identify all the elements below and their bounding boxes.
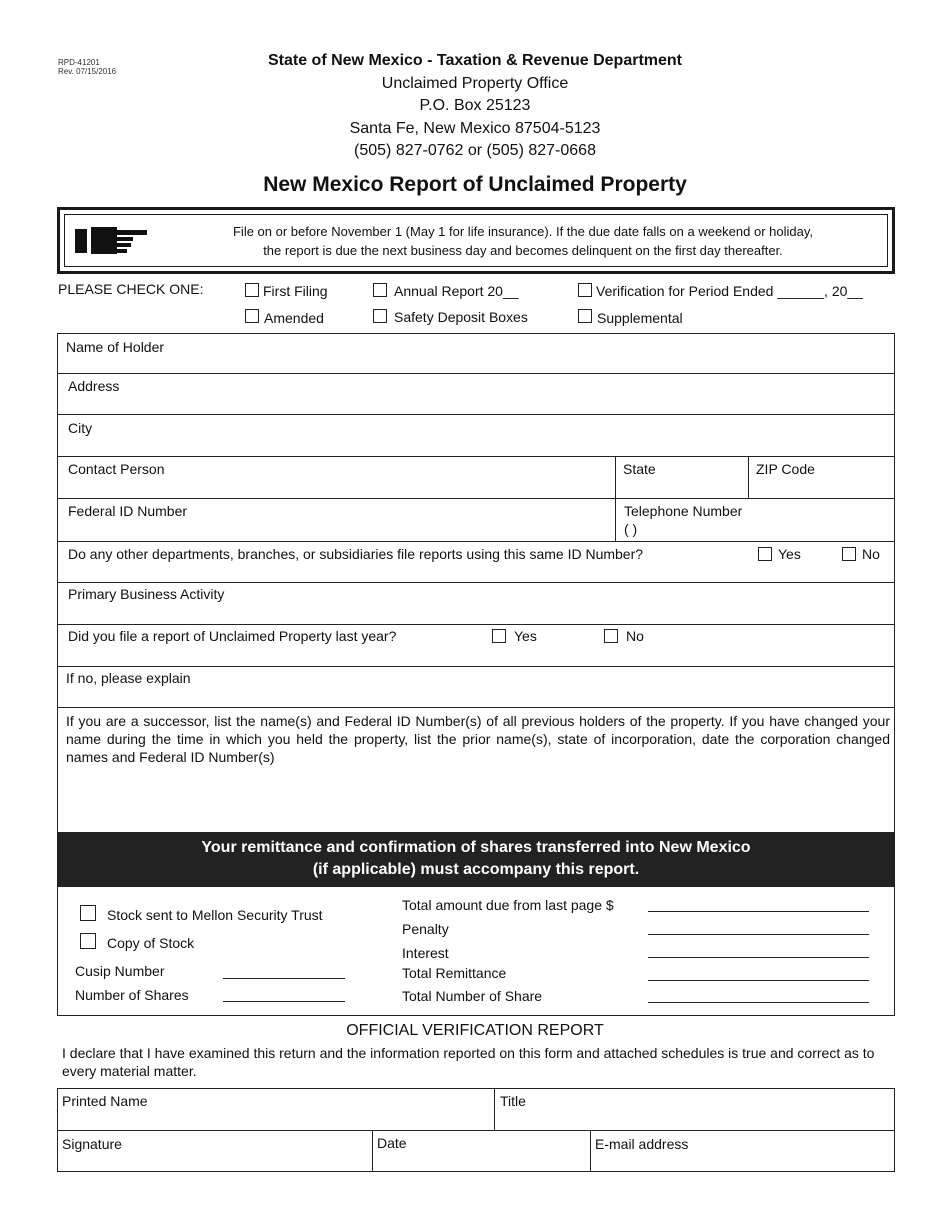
printed-name-field[interactable]: Printed Name xyxy=(62,1093,148,1109)
amended-label: Amended xyxy=(264,310,324,326)
row-divider xyxy=(57,666,895,667)
last-year-no-checkbox[interactable] xyxy=(604,629,618,643)
city-field[interactable]: City xyxy=(68,420,93,436)
total-shares-input[interactable] xyxy=(648,1002,869,1003)
amended-checkbox[interactable] xyxy=(245,309,259,323)
form-number: RPD-41201 xyxy=(58,58,100,67)
federal-id-field[interactable]: Federal ID Number xyxy=(68,503,188,519)
penalty-label: Penalty xyxy=(402,921,449,937)
total-due-input[interactable] xyxy=(648,911,869,912)
telephone-area-code: ( ) xyxy=(624,521,638,537)
remittance-banner xyxy=(57,833,895,886)
column-divider xyxy=(372,1130,373,1172)
number-of-shares-label: Number of Shares xyxy=(75,987,189,1003)
successor-instructions: If you are a successor, list the name(s) and Federal ID Number(s) of all previous holders of the property. If you have changed your name during the time in which you held the property, list the prior name(s), state of incorporation, date the corporation changed names and Federal ID Number(s) xyxy=(66,713,890,765)
form-revision: Rev. 07/15/2016 xyxy=(58,67,117,76)
number-of-shares-input[interactable] xyxy=(223,1001,345,1002)
row-divider xyxy=(57,373,895,374)
total-shares-label: Total Number of Share xyxy=(402,988,543,1004)
same-id-question: Do any other departments, branches, or subsidiaries file reports using this same ID Number? xyxy=(68,546,644,562)
copy-of-stock-label: Copy of Stock xyxy=(107,935,195,951)
notice-box xyxy=(57,207,895,274)
interest-input[interactable] xyxy=(648,957,869,958)
address-field[interactable]: Address xyxy=(68,378,120,394)
banner-line-1: Your remittance and confirmation of shares transferred into New Mexico xyxy=(201,839,751,856)
supplemental-label: Supplemental xyxy=(597,310,683,326)
annual-report-checkbox[interactable] xyxy=(373,283,387,297)
notice-line-2: the report is due the next business day and becomes delinquent on the first day thereafter. xyxy=(263,243,783,258)
title-field[interactable]: Title xyxy=(500,1093,526,1109)
copy-of-stock-checkbox[interactable] xyxy=(80,933,96,949)
row-divider xyxy=(57,498,895,499)
state-field[interactable]: State xyxy=(623,461,656,477)
city-state: Santa Fe, New Mexico 87504-5123 xyxy=(349,120,601,137)
same-id-yes-checkbox[interactable] xyxy=(758,547,772,561)
zip-code-field[interactable]: ZIP Code xyxy=(756,461,815,477)
same-id-no-label: No xyxy=(862,546,880,562)
row-divider xyxy=(57,582,895,583)
interest-label: Interest xyxy=(402,945,449,961)
stock-sent-label: Stock sent to Mellon Security Trust xyxy=(107,907,323,923)
row-divider xyxy=(57,414,895,415)
last-year-no-label: No xyxy=(626,628,644,644)
explain-field[interactable]: If no, please explain xyxy=(66,670,191,686)
safety-deposit-label: Safety Deposit Boxes xyxy=(394,309,528,325)
verification-label: Verification for Period Ended ______, 20__ xyxy=(596,283,863,299)
column-divider xyxy=(748,456,749,498)
supplemental-checkbox[interactable] xyxy=(578,309,592,323)
total-due-label: Total amount due from last page $ xyxy=(402,897,614,913)
total-remittance-label: Total Remittance xyxy=(402,965,507,981)
column-divider xyxy=(590,1130,591,1172)
phone-numbers: (505) 827-0762 or (505) 827-0668 xyxy=(354,142,596,159)
row-divider xyxy=(57,456,895,457)
office-name: Unclaimed Property Office xyxy=(381,75,569,92)
row-divider xyxy=(57,624,895,625)
safety-deposit-checkbox[interactable] xyxy=(373,309,387,323)
po-box: P.O. Box 25123 xyxy=(419,97,531,114)
notice-inner-border xyxy=(64,214,888,267)
stock-sent-checkbox[interactable] xyxy=(80,905,96,921)
notice-line-1: File on or before November 1 (May 1 for life insurance). If the due date falls on a weekend or holiday, xyxy=(232,224,813,239)
notice-text xyxy=(169,222,877,260)
page-title: New Mexico Report of Unclaimed Property xyxy=(263,173,687,196)
last-year-yes-checkbox[interactable] xyxy=(492,629,506,643)
signature-field[interactable]: Signature xyxy=(62,1136,122,1152)
first-filing-label: First Filing xyxy=(263,283,328,299)
business-activity-field[interactable]: Primary Business Activity xyxy=(68,586,225,602)
verification-title: OFFICIAL VERIFICATION REPORT xyxy=(346,1022,604,1039)
telephone-field[interactable]: Telephone Number xyxy=(624,503,743,519)
verification-checkbox[interactable] xyxy=(578,283,592,297)
same-id-no-checkbox[interactable] xyxy=(842,547,856,561)
total-remittance-input[interactable] xyxy=(648,980,869,981)
row-divider xyxy=(57,1130,895,1131)
last-year-yes-label: Yes xyxy=(514,628,537,644)
last-year-question: Did you file a report of Unclaimed Property last year? xyxy=(68,628,397,644)
same-id-yes-label: Yes xyxy=(778,546,801,562)
penalty-input[interactable] xyxy=(648,934,869,935)
pointing-hand-icon xyxy=(75,225,147,258)
cusip-number-label: Cusip Number xyxy=(75,963,165,979)
annual-report-label: Annual Report 20__ xyxy=(394,283,519,299)
department-name: State of New Mexico - Taxation & Revenue Department xyxy=(267,52,682,69)
column-divider xyxy=(615,456,616,541)
column-divider xyxy=(494,1088,495,1130)
first-filing-checkbox[interactable] xyxy=(245,283,259,297)
contact-person-field[interactable]: Contact Person xyxy=(68,461,165,477)
cusip-number-input[interactable] xyxy=(223,978,345,979)
row-divider xyxy=(57,707,895,708)
email-field[interactable]: E-mail address xyxy=(595,1136,689,1152)
check-one-prompt: PLEASE CHECK ONE: xyxy=(58,281,204,297)
date-field[interactable]: Date xyxy=(377,1135,407,1151)
row-divider xyxy=(57,541,895,542)
holder-name-field[interactable]: Name of Holder xyxy=(66,339,165,355)
banner-line-2: (if applicable) must accompany this report. xyxy=(312,861,640,878)
verification-declaration: I declare that I have examined this return and the information reported on this form and attached schedules is true and correct as to every material matter. xyxy=(62,1045,875,1079)
